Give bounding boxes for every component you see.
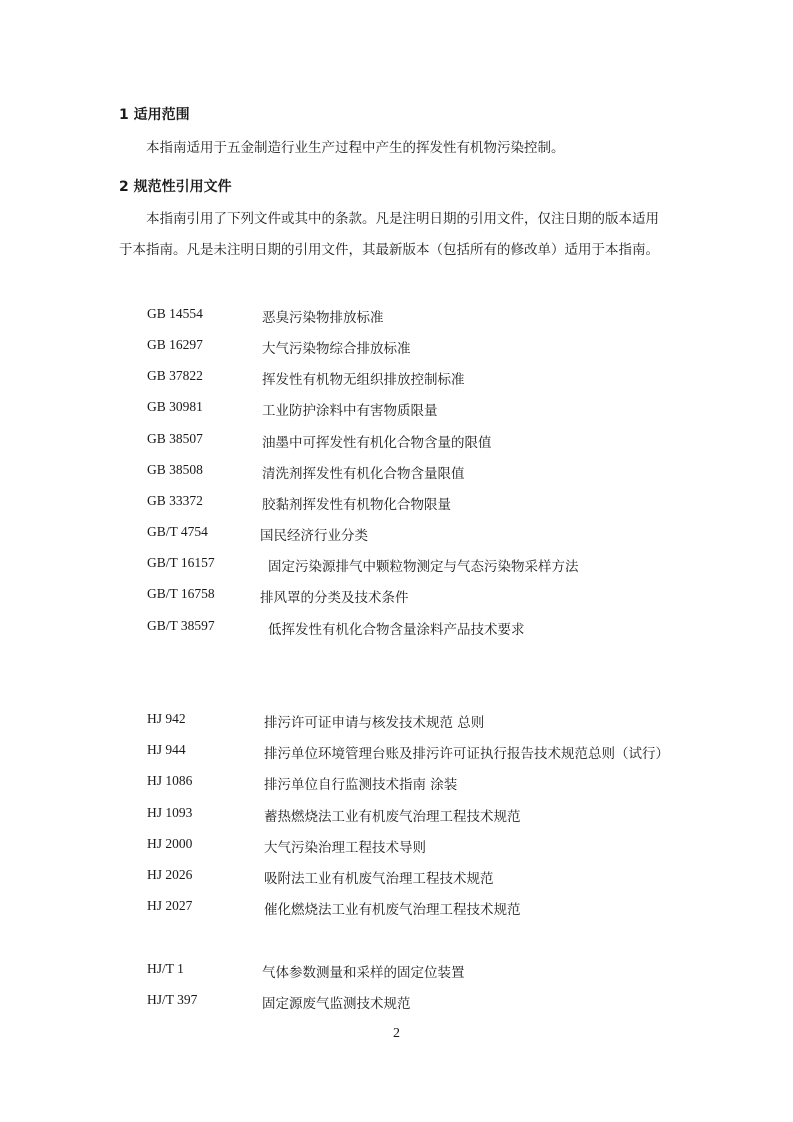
- ref-code: GB 14554: [147, 306, 203, 321]
- ref-code: GB/T 16758: [147, 586, 215, 601]
- ref-title: 工业防护涂料中有害物质限量: [262, 403, 438, 419]
- ref-title: 大气污染治理工程技术导则: [264, 840, 426, 856]
- ref-code: GB/T 16157: [147, 555, 215, 570]
- ref-title: 低挥发性有机化合物含量涂料产品技术要求: [268, 622, 525, 638]
- ref-title: 国民经济行业分类: [260, 528, 368, 544]
- ref-code: HJ/T 1: [147, 961, 184, 976]
- section-2-text-line-2: 于本指南。凡是未注明日期的引用文件，其最新版本（包括所有的修改单）适用于本指南。: [119, 242, 659, 258]
- ref-title: 胶黏剂挥发性有机物化合物限量: [262, 497, 451, 513]
- ref-title: 排风罩的分类及技术条件: [260, 590, 409, 606]
- ref-title: 蓄热燃烧法工业有机废气治理工程技术规范: [264, 809, 521, 825]
- ref-title: 油墨中可挥发性有机化合物含量的限值: [262, 435, 492, 451]
- section-2-text-line-1: 本指南引用了下列文件或其中的条款。凡是注明日期的引用文件，仅注日期的版本适用: [146, 211, 659, 227]
- section-2-heading: 2 规范性引用文件: [119, 179, 232, 195]
- ref-code: GB/T 4754: [147, 524, 208, 539]
- ref-code: GB 38507: [147, 431, 203, 446]
- section-1-paragraph: [119, 133, 679, 164]
- ref-title: 催化燃烧法工业有机废气治理工程技术规范: [264, 902, 521, 918]
- ref-title: 固定污染源排气中颗粒物测定与气态污染物采样方法: [268, 559, 579, 575]
- ref-code: HJ 942: [147, 711, 186, 726]
- section-1-heading: 1 适用范围: [119, 107, 190, 123]
- ref-title: 恶臭污染物排放标准: [262, 310, 384, 326]
- ref-title: 排污单位环境管理台账及排污许可证执行报告技术规范总则（试行）: [264, 746, 669, 762]
- section-1-text: 本指南适用于五金制造行业生产过程中产生的挥发性有机物污染控制。: [146, 140, 565, 156]
- ref-code: GB 37822: [147, 368, 203, 383]
- ref-title: 大气污染物综合排放标准: [262, 341, 411, 357]
- ref-title: 排污单位自行监测技术指南 涂装: [264, 777, 458, 793]
- ref-code: HJ 2000: [147, 836, 193, 851]
- ref-code: GB/T 38597: [147, 618, 215, 633]
- ref-title: 清洗剂挥发性有机化合物含量限值: [262, 466, 465, 482]
- ref-title: 挥发性有机物无组织排放控制标准: [262, 372, 465, 388]
- page-number: 2: [393, 1026, 400, 1041]
- ref-code: HJ/T 397: [147, 992, 198, 1007]
- ref-title: 固定源废气监测技术规范: [262, 996, 411, 1012]
- ref-code: HJ 1086: [147, 773, 193, 788]
- ref-code: HJ 2027: [147, 898, 193, 913]
- ref-code: HJ 944: [147, 742, 186, 757]
- ref-code: GB 38508: [147, 462, 203, 477]
- ref-code: GB 16297: [147, 337, 203, 352]
- ref-title: 吸附法工业有机废气治理工程技术规范: [264, 871, 494, 887]
- ref-code: HJ 1093: [147, 805, 193, 820]
- ref-code: HJ 2026: [147, 867, 193, 882]
- ref-code: GB 33372: [147, 493, 203, 508]
- ref-title: 排污许可证申请与核发技术规范 总则: [264, 715, 485, 731]
- ref-title: 气体参数测量和采样的固定位装置: [262, 965, 465, 981]
- ref-code: GB 30981: [147, 399, 203, 414]
- section-2-paragraph: [119, 204, 679, 266]
